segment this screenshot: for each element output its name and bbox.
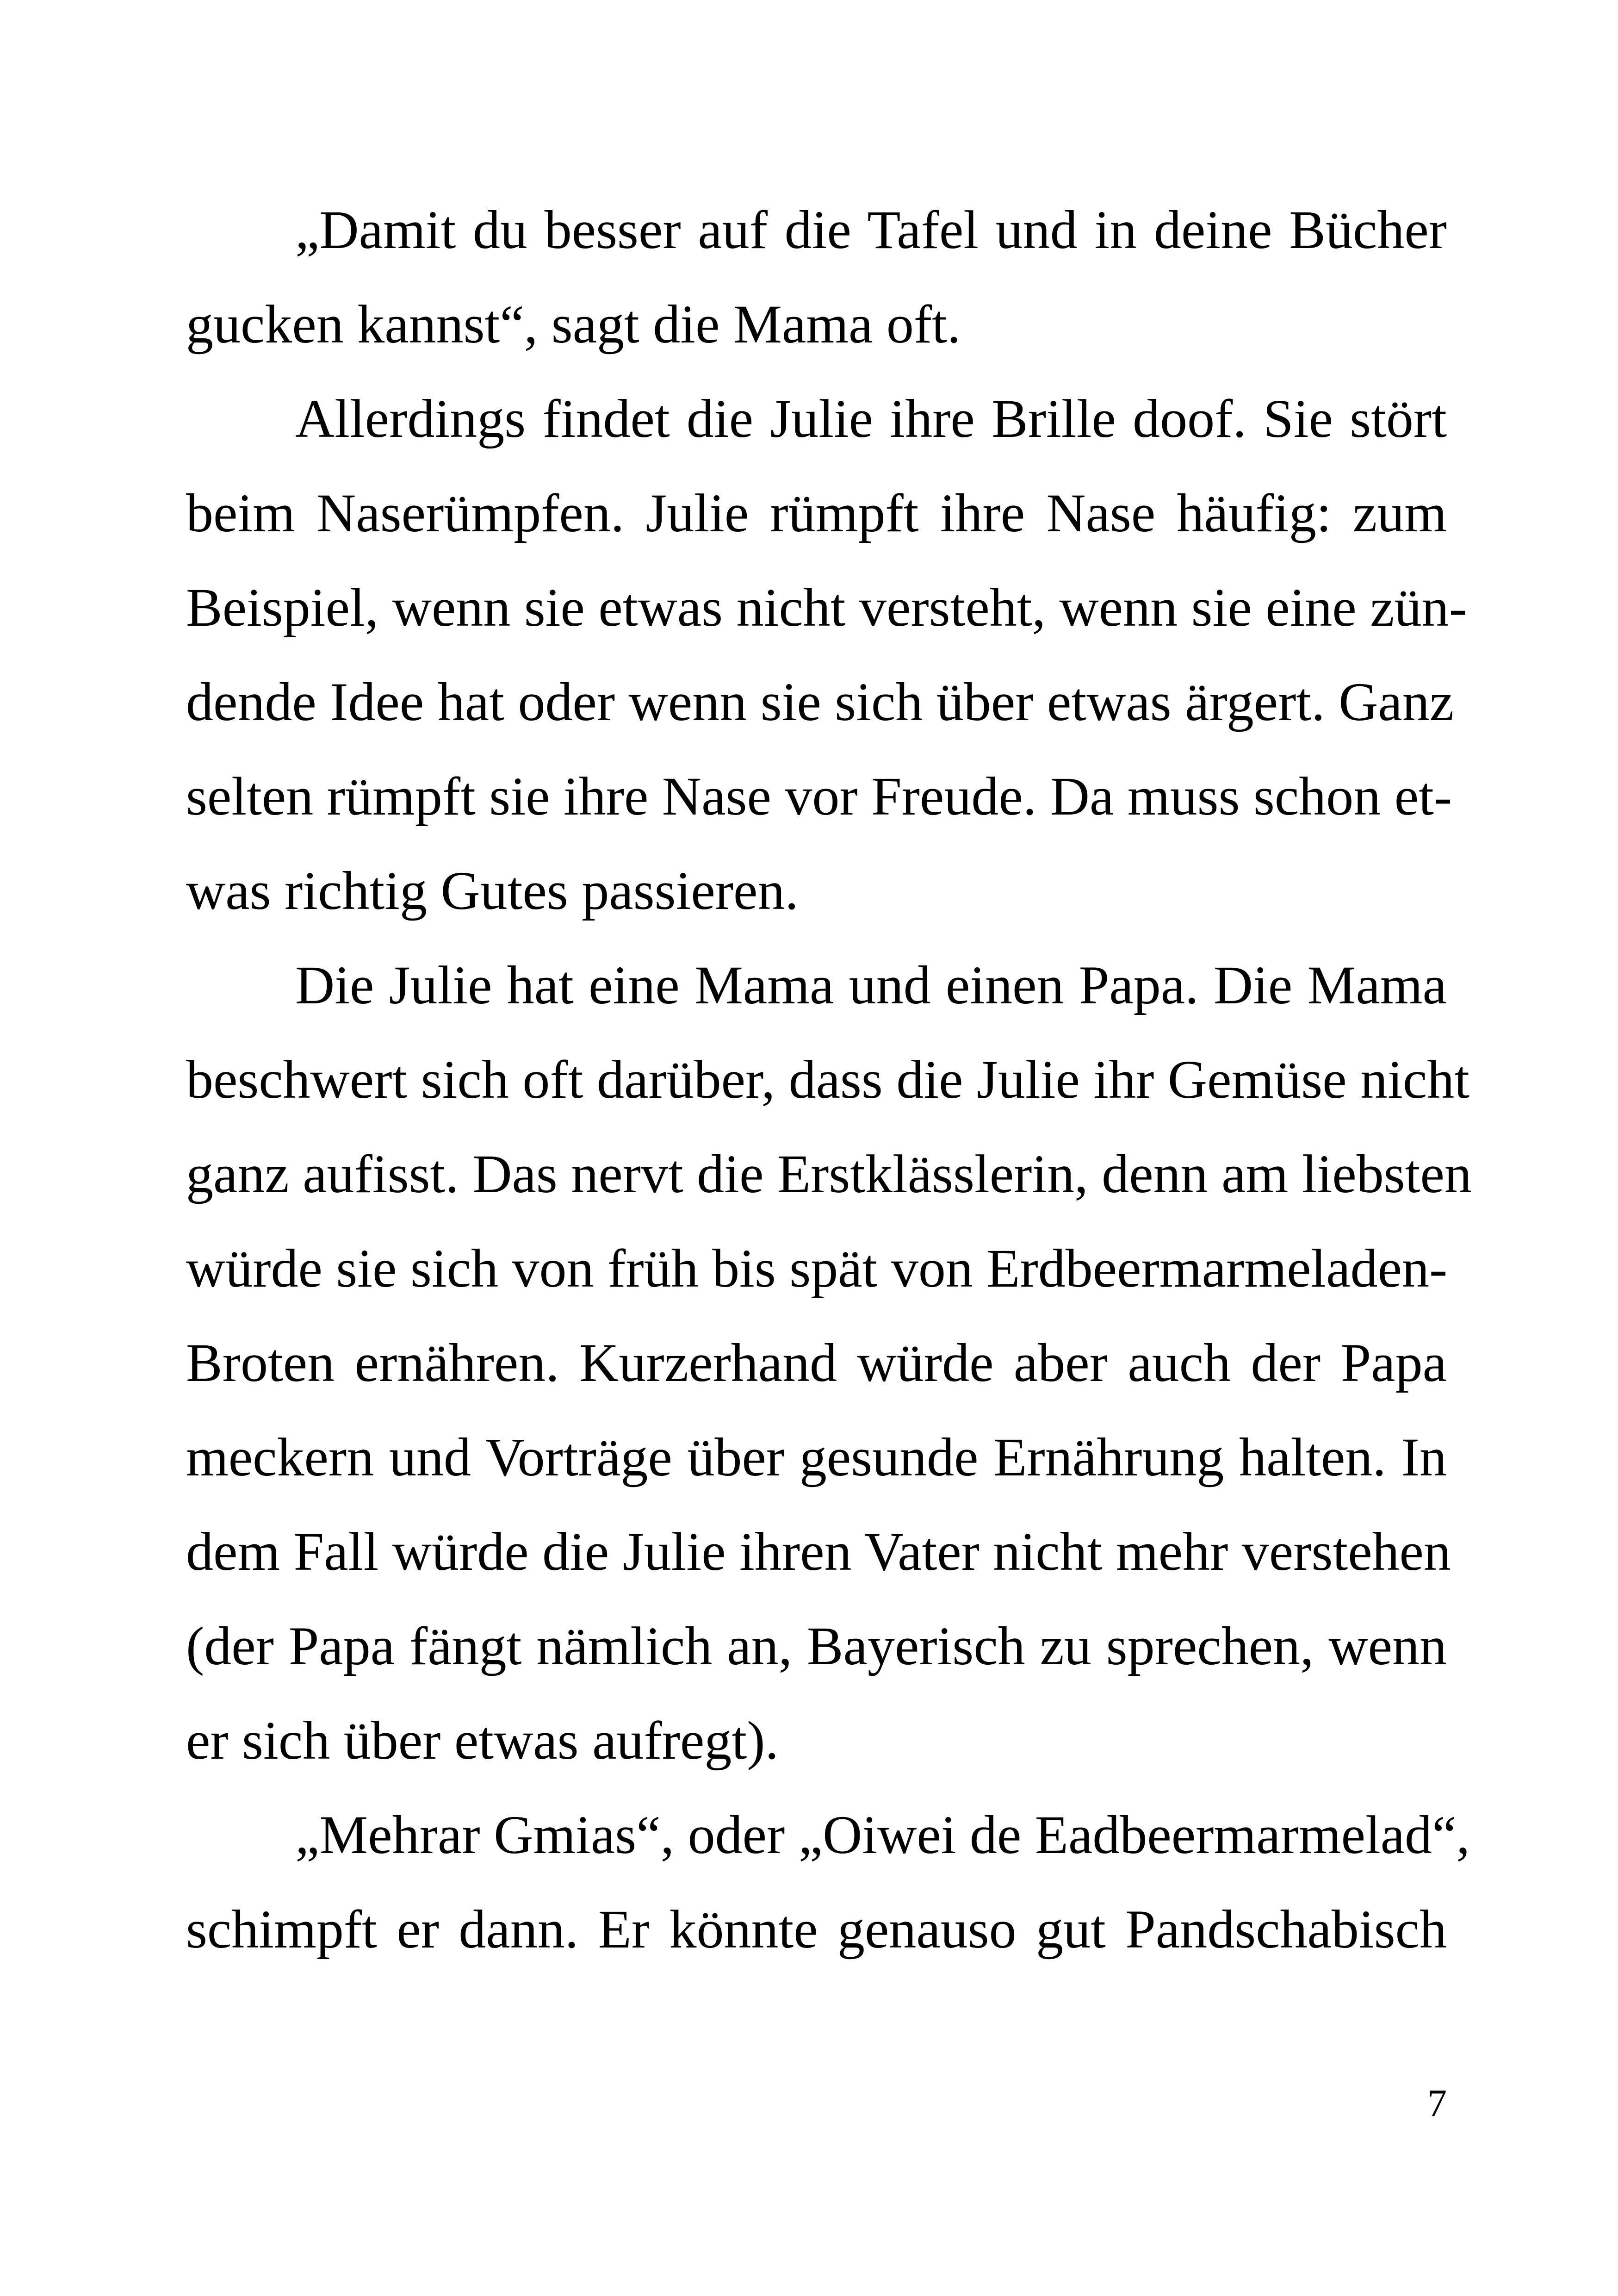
text-line: beim Naserümpfen. Julie rümpft ihre Nase häufig: zum <box>186 483 1447 543</box>
body-text <box>186 183 1472 1977</box>
text-line: was richtig Gutes passieren. <box>186 860 799 921</box>
text-line: Allerdings findet die Julie ihre Brille doof. Sie stört <box>295 388 1447 449</box>
text-line: gucken kannst“, sagt die Mama oft. <box>186 294 961 355</box>
text-line: Beispiel, wenn sie etwas nicht versteht, wenn sie eine zün- <box>186 577 1467 638</box>
text-line: meckern und Vorträge über gesunde Ernährung halten. In <box>186 1427 1447 1487</box>
text-line: würde sie sich von früh bis spät von Erdbeermarmeladen- <box>186 1238 1448 1299</box>
text-line: „Mehrar Gmias“, oder „Oiwei de Eadbeermarmelad“, <box>295 1804 1470 1865</box>
text-line: dem Fall würde die Julie ihren Vater nicht mehr verstehen <box>186 1521 1451 1582</box>
text-line: Broten ernähren. Kurzerhand würde aber auch der Papa <box>186 1332 1447 1393</box>
text-line: er sich über etwas aufregt). <box>186 1710 779 1771</box>
text-line: Die Julie hat eine Mama und einen Papa. Die Mama <box>295 955 1447 1015</box>
text-line: „Damit du besser auf die Tafel und in deine Bücher <box>295 199 1447 260</box>
text-line: ganz aufisst. Das nervt die Erstklässlerin, denn am liebsten <box>186 1144 1472 1204</box>
text-line: selten rümpft sie ihre Nase vor Freude. Da muss schon et- <box>186 766 1452 827</box>
text-line: schimpft er dann. Er könnte genauso gut Pandschabisch <box>186 1899 1447 1960</box>
text-line: (der Papa fängt nämlich an, Bayerisch zu sprechen, wenn <box>186 1616 1447 1676</box>
text-line: beschwert sich oft darüber, dass die Julie ihr Gemüse nicht <box>186 1049 1470 1110</box>
page-number: 7 <box>1427 2082 1447 2125</box>
text-line: dende Idee hat oder wenn sie sich über etwas ärgert. Ganz <box>186 672 1454 732</box>
